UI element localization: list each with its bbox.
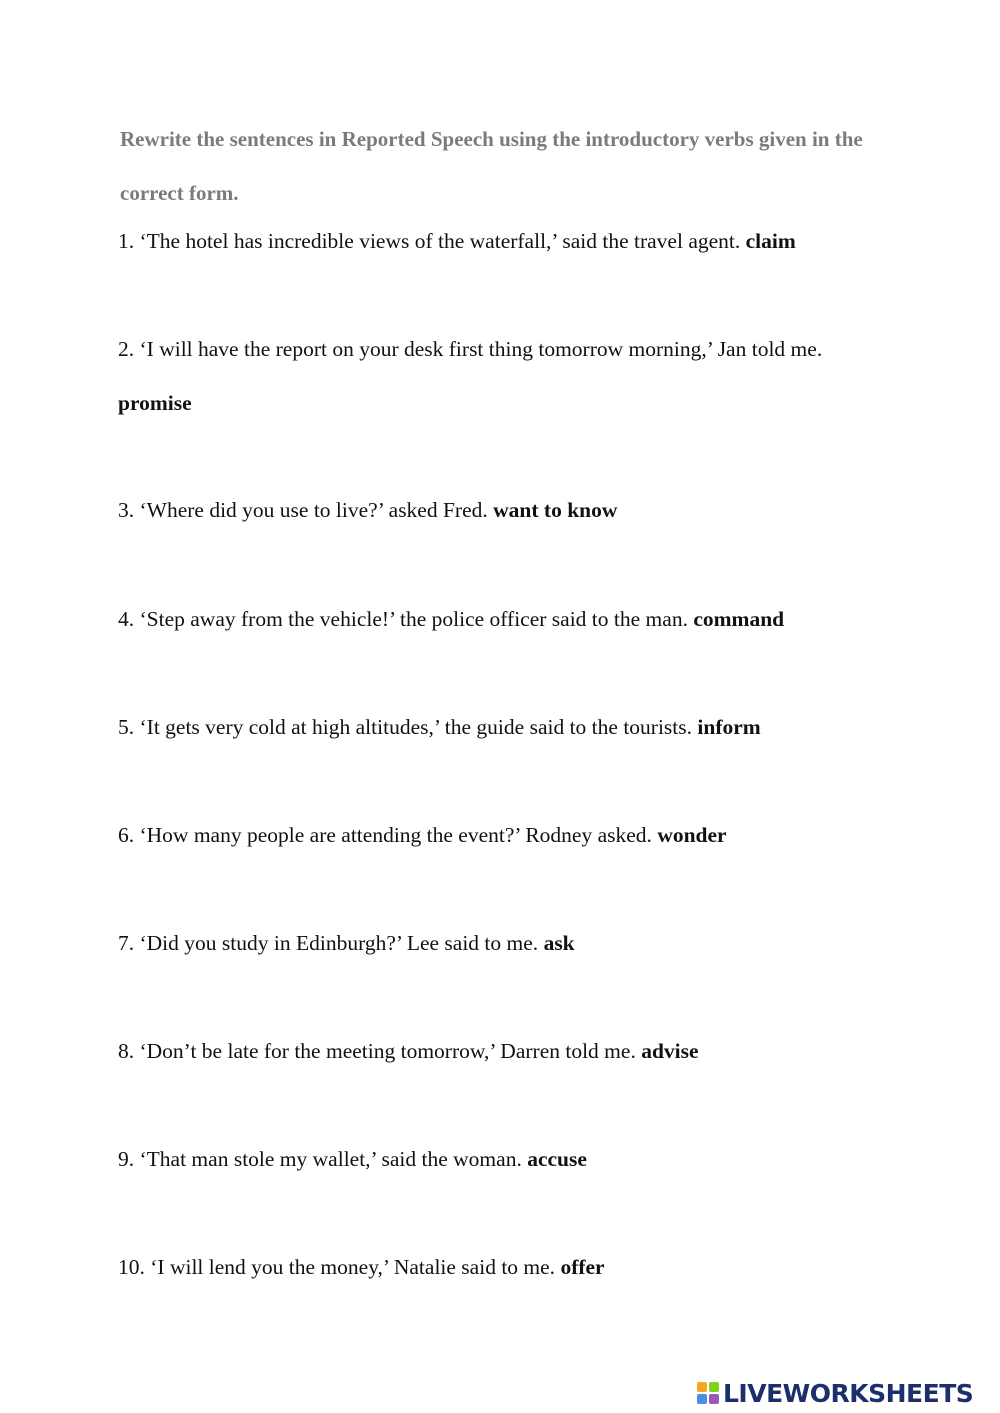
sentence-text: 7. ‘Did you study in Edinburgh?’ Lee said to me. [118, 931, 544, 955]
logo-square [697, 1394, 707, 1404]
sentence-text: 3. ‘Where did you use to live?’ asked Fred. [118, 498, 494, 522]
logo-mark-icon [697, 1382, 719, 1404]
introductory-verb: claim [745, 229, 796, 253]
logo-square [709, 1382, 719, 1392]
instruction-heading: Rewrite the sentences in Reported Speech using the introductory verbs given in the correct form. [120, 127, 863, 205]
introductory-verb: wonder [657, 823, 727, 847]
introductory-verb: ask [543, 931, 575, 955]
sentence-text: 6. ‘How many people are attending the event?’ Rodney asked. [118, 823, 652, 847]
sentence-text: 4. ‘Step away from the vehicle!’ the police officer said to the man. [118, 607, 688, 631]
exercise-item-7 [118, 916, 878, 970]
exercise-item-1 [118, 214, 878, 268]
introductory-verb: advise [641, 1039, 699, 1063]
sentence-text: 9. ‘That man stole my wallet,’ said the woman. [118, 1147, 528, 1171]
introductory-verb: offer [560, 1255, 605, 1279]
logo-square [697, 1382, 707, 1392]
sentence-text: 1. ‘The hotel has incredible views of the waterfall,’ said the travel agent. [118, 229, 741, 253]
sentence-text: 5. ‘It gets very cold at high altitudes,’ the guide said to the tourists. [118, 715, 693, 739]
introductory-verb: inform [697, 715, 761, 739]
introductory-verb: command [693, 607, 785, 631]
exercise-item-5 [118, 700, 878, 754]
logo-text: LIVEWORKSHEETS [723, 1378, 974, 1408]
sentence-text: 8. ‘Don’t be late for the meeting tomorrow,’ Darren told me. [118, 1039, 636, 1063]
exercise-item-8 [118, 1024, 878, 1078]
exercise-item-2 [118, 322, 878, 430]
exercise-item-4 [118, 592, 878, 646]
exercise-item-9 [118, 1132, 878, 1186]
introductory-verb: promise [118, 391, 192, 415]
sentence-text: 10. ‘I will lend you the money,’ Natalie said to me. [118, 1255, 561, 1279]
introductory-verb: accuse [527, 1147, 587, 1171]
exercise-item-3 [118, 483, 878, 537]
introductory-verb: want to know [493, 498, 618, 522]
exercise-item-10 [118, 1240, 878, 1294]
sentence-text: 2. ‘I will have the report on your desk first thing tomorrow morning,’ Jan told me. [118, 337, 823, 361]
logo-square [709, 1394, 719, 1404]
exercise-item-6 [118, 808, 878, 862]
liveworksheets-logo [697, 1378, 973, 1408]
